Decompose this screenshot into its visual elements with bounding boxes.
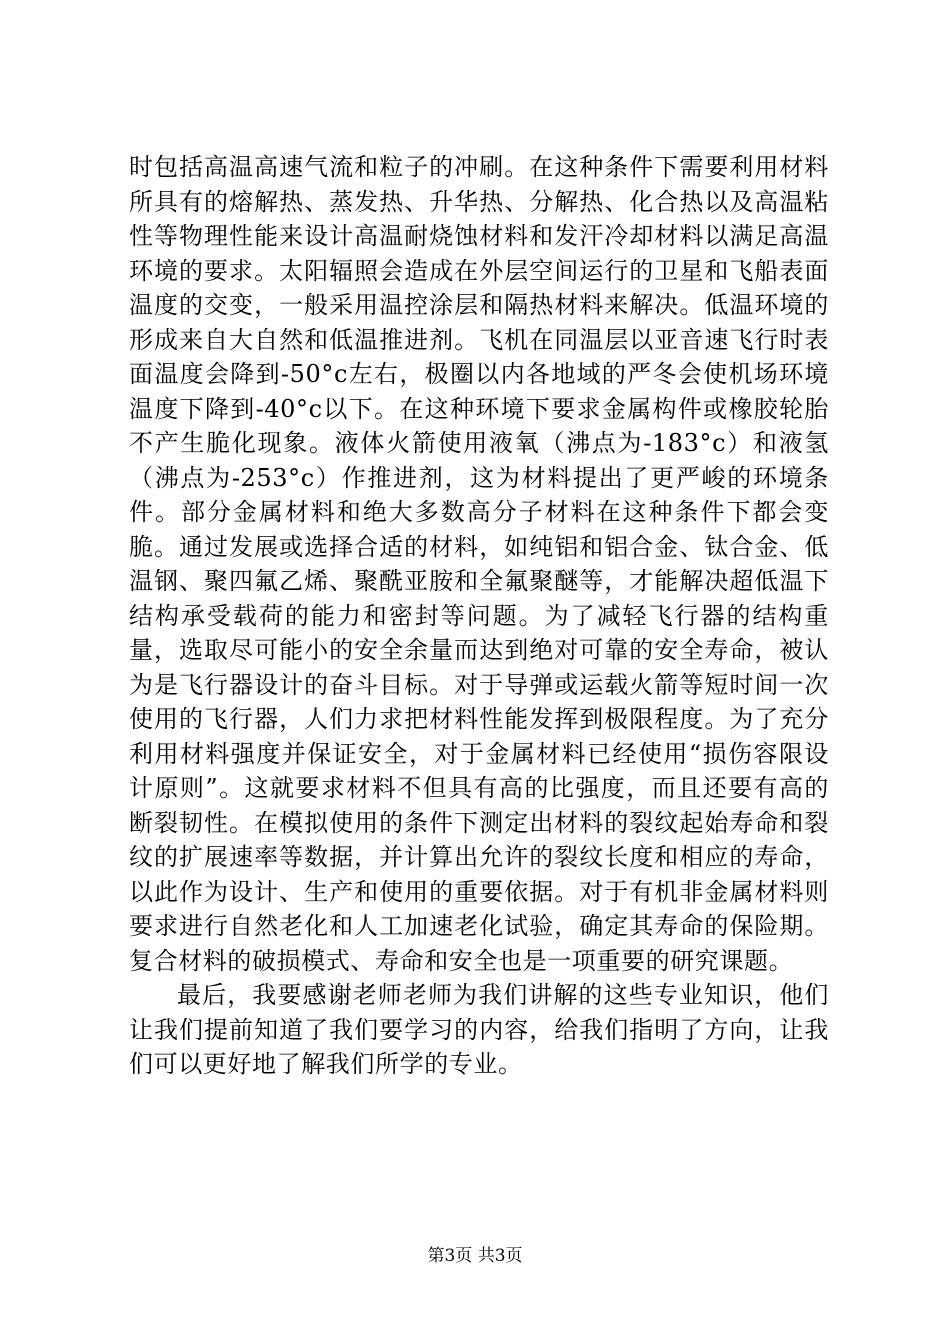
paragraph-materials-environment: 时包括高温高速气流和粒子的冲刷。在这种条件下需要利用材料所具有的熔解热、蒸发热、升华热、分解热、化合热以及高温粘性等物理性能来设计高温耐烧蚀材料和发汗冷却材料以满足高温环境的要求。太阳辐照会造成在外层空间运行的卫星和飞船表面温度的交变，一般采用温控涂层和隔热材料来解决。低温环境的形成来自大自然和低温推进剂。飞机在同温层以亚音速飞行时表面温度会降到-50°c左右，极圈以内各地域的严冬会使机场环境温度下降到-40°c以下。在这种环境下要求金属构件或橡胶轮胎不产生脆化现象。液体火箭使用液氧（沸点为-183°c）和液氢（沸点为-253°c）作推进剂，这为材料提出了更严峻的环境条件。部分金属材料和绝大多数高分子材料在这种条件下都会变脆。通过发展或选择合适的材料，如纯铝和铝合金、钛合金、低温钢、聚四氟乙烯、聚酰亚胺和全氟聚醚等，才能解决超低温下结构承受载荷的能力和密封等问题。为了减轻飞行器的结构重量，选取尽可能小的安全余量而达到绝对可靠的安全寿命，被认为是飞行器设计的奋斗目标。对于导弹或运载火箭等短时间一次使用的飞行器，人们力求把材料性能发挥到极限程度。为了充分利用材料强度并保证安全，对于金属材料已经使用“损伤容限设计原则”。这就要求材料不但具有高的比强度，而且还要有高的断裂韧性。在模拟使用的条件下测定出材料的裂纹起始寿命和裂纹的扩展速率等数据，并计算出允许的裂纹长度和相应的寿命，以此作为设计、生产和使用的重要依据。对于有机非金属材料则要求进行自然老化和人工加速老化试验，确定其寿命的保险期。复合材料的破损模式、寿命和安全也是一项重要的研究课题。 [129, 153, 829, 975]
body-text [129, 150, 829, 1082]
paragraph-acknowledgement: 最后，我要感谢老师老师为我们讲解的这些专业知识，他们让我们提前知道了我们要学习的内容，给我们指明了方向，让我们可以更好地了解我们所学的专业。 [129, 981, 829, 1078]
page-footer: 第3页 共3页 [427, 1246, 523, 1266]
